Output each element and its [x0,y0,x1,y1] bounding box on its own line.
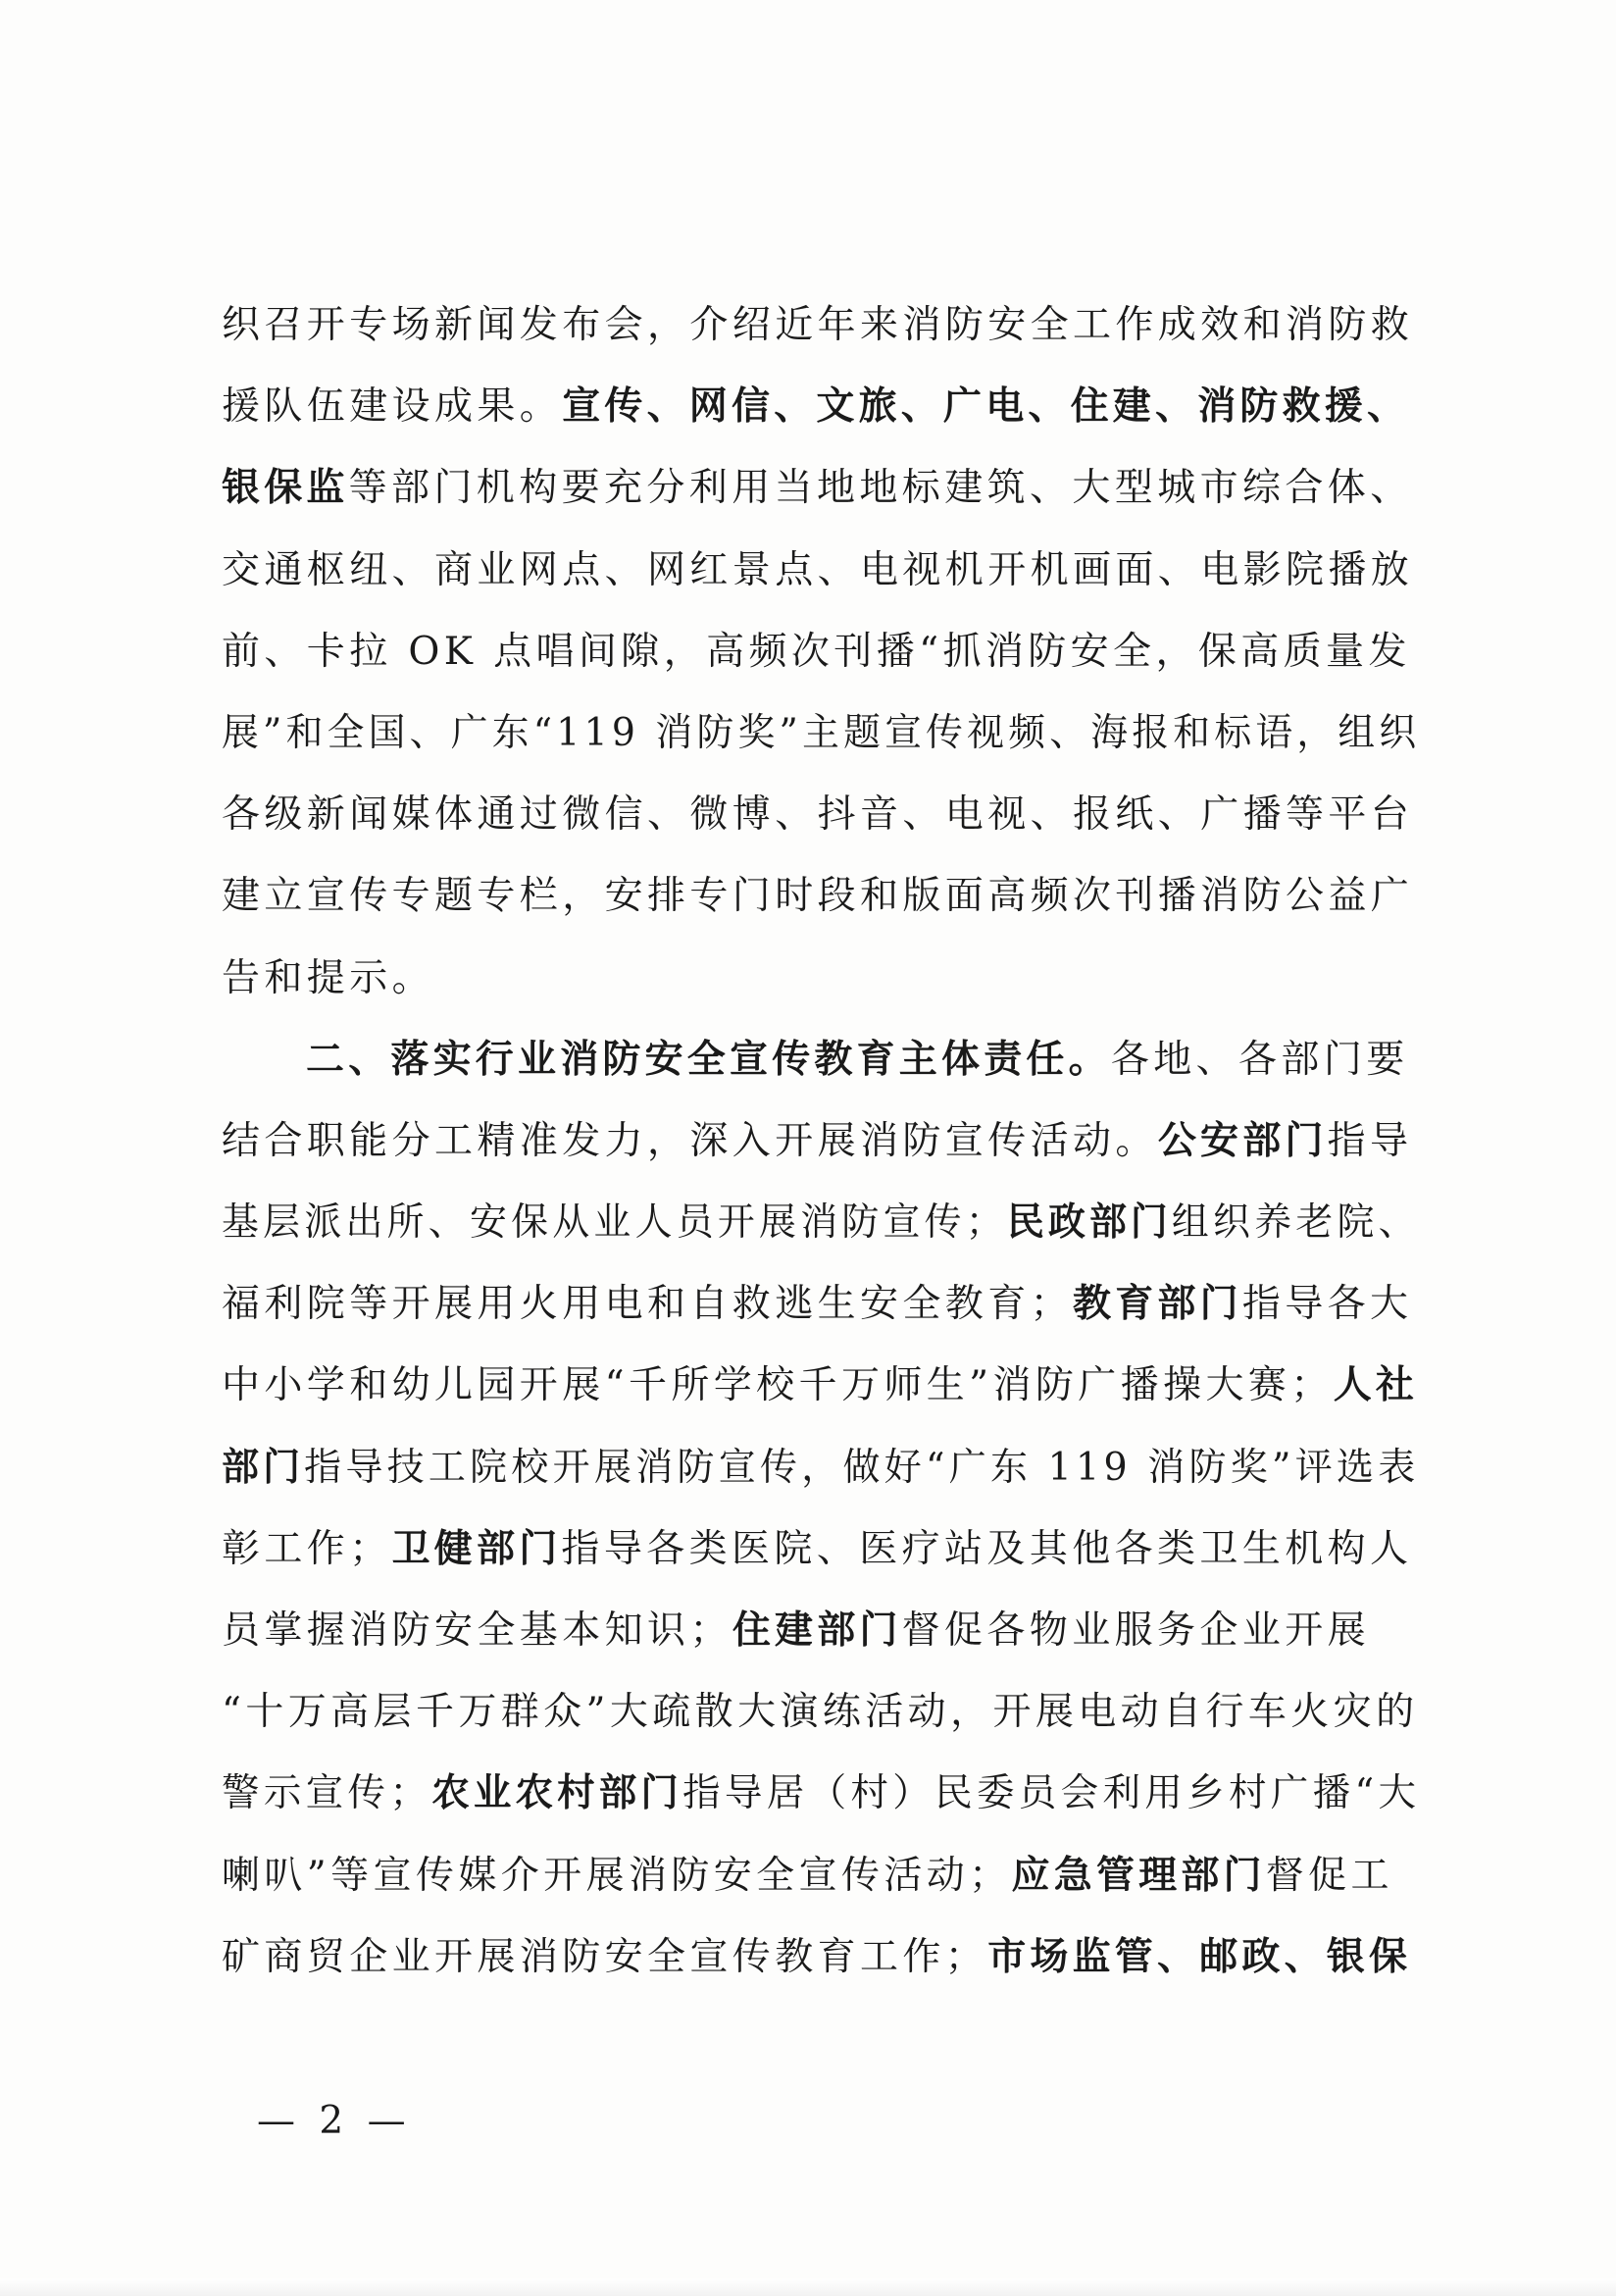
text-segment: 指导技工院校开展消防宣传，做好“广东 119 消防奖”评选表 [304,1445,1420,1490]
line-content [222,1671,1418,1753]
line-content [222,447,1413,529]
bold-text-segment: 教育部门 [1073,1282,1242,1327]
text-segment: 指导居（村）民委员会利用乡村广播“大 [682,1771,1421,1816]
line-content [222,855,1413,937]
text-line [222,1427,1420,1508]
text-segment: 指导各大 [1241,1282,1413,1327]
text-segment: 各级新闻媒体通过微信、微博、抖音、电视、报纸、广播等平台 [222,792,1414,838]
scan-edge [0,2278,1616,2296]
text-line [222,284,1420,366]
line-content [222,1590,1370,1671]
bold-text-segment: 二、落实行业消防安全宣传教育主体责任。 [306,1037,1111,1082]
bold-text-segment: 部门 [222,1445,305,1490]
text-line [222,855,1420,937]
line-content [222,284,1413,366]
bold-text-segment: 宣传、网信、文旅、广电、住建、消防救援、 [562,384,1410,430]
text-segment: “十万高层千万群众”大疏散大演练活动，开展电动自行车火灾的 [222,1690,1419,1735]
line-content [222,1345,1418,1426]
line-content [222,1835,1393,1916]
line-content [222,1182,1420,1263]
text-line [222,1671,1420,1753]
line-content [222,1916,1411,1998]
text-segment: 基层派出所、安保从业人员开展消防宣传； [222,1200,1008,1246]
text-line [222,1916,1420,1998]
bold-text-segment: 农业农村部门 [431,1771,683,1816]
bold-text-segment: 市场监管、邮政、银保 [987,1934,1412,1979]
text-segment: 前、卡拉 OK 点唱间隙，高频次刊播“抓消防安全，保高质量发 [222,629,1411,674]
line-content [222,1427,1420,1508]
text-line [222,774,1420,855]
text-segment: 展”和全国、广东“119 消防奖”主题宣传视频、海报和标语，组织 [222,710,1421,755]
text-segment: 督促各物业服务企业开展 [901,1608,1371,1653]
text-segment: 建立宣传专题专栏，安排专门时段和版面高频次刊播消防公益广 [222,874,1414,919]
text-line [222,1019,1420,1100]
text-line [222,447,1420,529]
bold-text-segment: 公安部门 [1157,1118,1328,1163]
line-content [222,1753,1420,1834]
text-segment: 警示宣传； [222,1771,432,1816]
text-line [222,530,1420,611]
text-segment: 告和提示。 [222,955,435,1000]
text-line [222,938,1420,1019]
line-content [222,774,1413,855]
line-content [222,1100,1412,1182]
text-line [222,692,1420,774]
text-line [222,611,1420,692]
text-line [222,1263,1420,1345]
text-segment: 彰工作； [222,1526,392,1571]
line-content [222,692,1420,774]
bold-text-segment: 银保监 [222,466,349,511]
text-segment: 喇叭”等宣传媒介开展消防安全宣传活动； [222,1853,1012,1898]
text-segment: 矿商贸企业开展消防安全宣传教育工作； [222,1934,988,1979]
text-line [222,1345,1420,1426]
body-text [222,284,1420,1998]
line-content [222,938,434,1019]
bold-text-segment: 应急管理部门 [1011,1853,1266,1898]
text-line [222,1182,1420,1263]
text-segment: 指导各类医院、医疗站及其他各类卫生机构人 [561,1526,1413,1571]
line-content [222,1263,1412,1345]
bold-text-segment: 民政部门 [1007,1200,1172,1246]
text-segment: 福利院等开展用火用电和自救逃生安全教育； [222,1282,1074,1327]
line-content [222,366,1409,447]
line-content [222,530,1413,611]
text-segment: 交通枢纽、商业网点、网红景点、电视机开机画面、电影院播放 [222,547,1414,592]
line-content [306,1019,1409,1100]
text-line [222,1100,1420,1182]
text-line [222,366,1420,447]
page-number: — 2 — [257,2099,412,2143]
bold-text-segment: 卫健部门 [391,1526,562,1571]
text-segment: 督促工 [1265,1853,1393,1898]
text-line [222,1508,1420,1590]
text-line [222,1590,1420,1671]
text-segment: 中小学和幼儿园开展“千所学校千万师生”消防广播操大赛； [222,1363,1334,1408]
text-segment: 各地、各部门要 [1110,1037,1409,1082]
text-segment: 等部门机构要充分利用当地地标建筑、大型城市综合体、 [348,466,1413,511]
line-content [222,611,1411,692]
text-segment: 组织养老院、 [1171,1200,1420,1246]
text-segment: 援队伍建设成果。 [222,384,563,430]
text-segment: 结合职能分工精准发力，深入开展消防宣传活动。 [222,1118,1158,1163]
text-segment: 指导 [1327,1118,1413,1163]
text-line [222,1753,1420,1834]
text-segment: 员掌握消防安全基本知识； [222,1608,732,1653]
text-line [222,1835,1420,1916]
line-content [222,1508,1412,1590]
bold-text-segment: 住建部门 [732,1608,902,1653]
text-segment: 织召开专场新闻发布会，介绍近年来消防安全工作成效和消防救 [222,303,1414,347]
bold-text-segment: 人社 [1333,1363,1419,1408]
